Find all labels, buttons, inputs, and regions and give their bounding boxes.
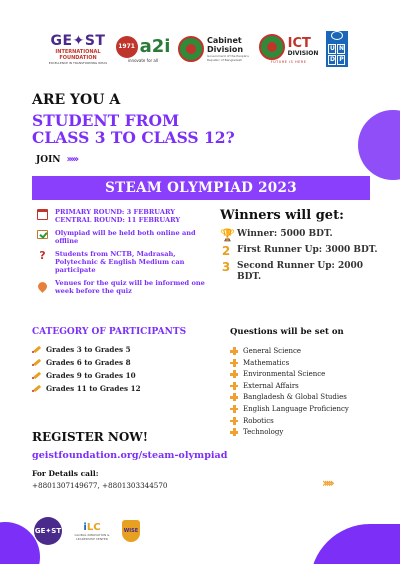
list-item: Grades 6 to Grades 8: [32, 358, 222, 367]
organizer-logos: [34, 516, 154, 546]
a2i-logo: 1971 a2i innovate for all: [116, 36, 171, 63]
number-three-icon: 3: [221, 260, 231, 274]
event-banner: STEAM OLYMPIAD 2023: [32, 176, 370, 200]
registration-link[interactable]: geistfoundation.org/steam-olympiad: [32, 450, 228, 461]
topics-title: Questions will be set on: [230, 327, 344, 337]
list-item: 🏆 Winner: 5000 BDT.: [220, 228, 333, 242]
pencil-icon: [32, 384, 41, 393]
list-item: 3 Second Runner Up: 2000 BDT.: [221, 260, 364, 282]
ict-division-logo: ICT DIVISION FUTURE IS HERE: [259, 34, 319, 64]
partner-logos: [48, 26, 348, 72]
list-item: English Language Proficiency: [230, 405, 390, 413]
list-item: Environmental Science: [230, 370, 390, 378]
plus-icon: [230, 428, 238, 436]
decor-shape-bottom-right: [310, 524, 400, 564]
plus-icon: [230, 359, 238, 367]
wise-shield-logo: WISE: [122, 520, 140, 542]
phone-numbers: +8801307149677, +8801303344570: [32, 481, 168, 490]
chevrons-right-icon: ›››››: [66, 154, 78, 165]
plus-icon: [230, 370, 238, 378]
pencil-icon: [32, 371, 41, 380]
list-item: Grades 3 to Grades 5: [32, 345, 222, 354]
heading-question: ARE YOU A: [32, 92, 121, 108]
list-item: Technology: [230, 428, 390, 436]
list-item: 2 First Runner Up: 3000 BDT.: [221, 244, 378, 258]
plus-icon: [230, 405, 238, 413]
categories-title: CATEGORY OF PARTICIPANTS: [32, 327, 187, 337]
decor-circle-top-right: [358, 110, 400, 180]
pencil-icon: [32, 358, 41, 367]
plus-icon: [230, 382, 238, 390]
register-section: [32, 430, 227, 461]
list-item: Venues for the quiz will be informed one week before the quiz: [36, 279, 214, 295]
list-item: Mathematics: [230, 359, 390, 367]
ilc-logo: iLC GLOBAL INNOVATION & LEADERSHIP CENTER: [74, 521, 110, 541]
geist-logo: GE✦ST INTERNATIONAL FOUNDATION EXCELLENCE IN TRANSFORMING IDEAS: [48, 33, 108, 65]
list-item: PRIMARY ROUND: 3 FEBRUARY CENTRAL ROUND: 11 FEBRUARY: [36, 208, 214, 224]
prizes-section: [220, 208, 380, 287]
event-info-list: [36, 208, 214, 300]
question-topics: [230, 327, 390, 440]
headline: STUDENT FROM CLASS 3 TO CLASS 12?: [32, 111, 235, 147]
list-item: Olympiad will be held both online and offline: [36, 229, 214, 245]
location-pin-icon: [36, 280, 49, 293]
list-item: Bangladesh & Global Studies: [230, 393, 390, 401]
bangladesh-seal-icon: [178, 36, 204, 62]
list-item: External Affairs: [230, 382, 390, 390]
contact-details: For Details call: +8801307149677, +8801303344570: [32, 469, 168, 490]
list-item: General Science: [230, 347, 390, 355]
participant-categories: [32, 327, 222, 397]
register-title: REGISTER NOW!: [32, 430, 149, 444]
checklist-icon: [37, 230, 48, 239]
list-item: Robotics: [230, 417, 390, 425]
number-two-icon: 2: [221, 244, 231, 258]
pencil-icon: [32, 345, 41, 354]
question-mark-icon: ?: [39, 249, 46, 262]
globe-icon: [331, 31, 343, 40]
plus-icon: [230, 417, 238, 425]
list-item: Grades 11 to Grades 12: [32, 384, 222, 393]
trophy-icon: 🏆: [220, 228, 235, 242]
list-item: Grades 9 to Grades 10: [32, 371, 222, 380]
prizes-title: Winners will get:: [220, 208, 344, 223]
plus-icon: [230, 347, 238, 355]
cabinet-division-logo: Cabinet Division Government of the People's Republic of Bangladesh: [178, 36, 251, 62]
undp-logo: U N D P: [326, 31, 348, 67]
chevrons-right-icon: ›››››: [322, 476, 332, 490]
geist-center-logo: GE✦ST: [34, 517, 62, 545]
join-prompt: JOIN ›››››: [36, 154, 78, 165]
list-item: ? Students from NCTB, Madrasah, Polytechnic & English Medium can participate: [39, 249, 185, 274]
bangladesh-seal-icon: [259, 34, 285, 60]
calendar-icon: [37, 209, 48, 220]
plus-icon: [230, 393, 238, 401]
